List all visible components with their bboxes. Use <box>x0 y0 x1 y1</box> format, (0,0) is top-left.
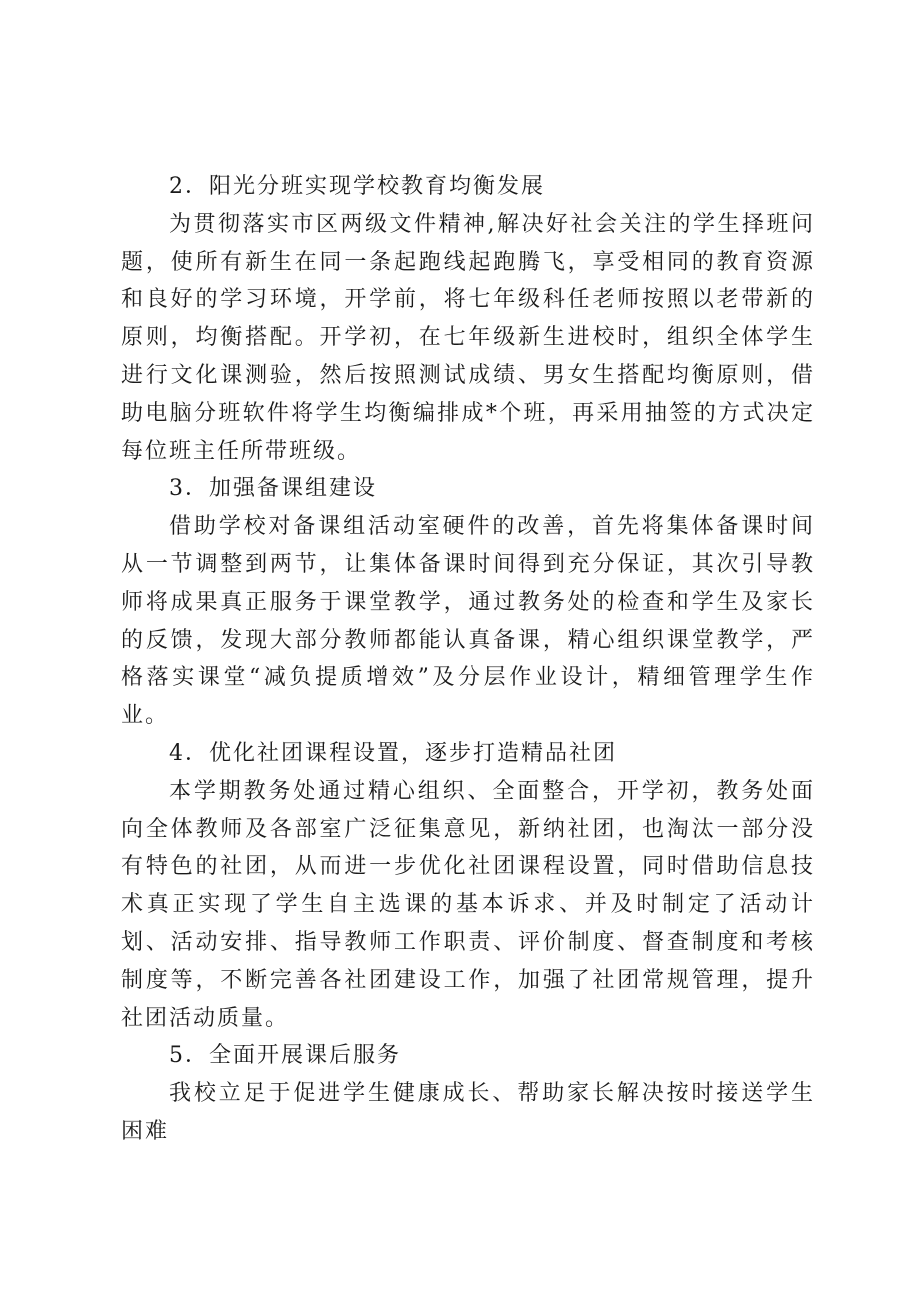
section-heading: 2．阳光分班实现学校教育均衡发展 <box>169 174 545 199</box>
section-heading: 3．加强备课组建设 <box>169 476 377 502</box>
document-body <box>121 168 815 1151</box>
section-heading: 4．优化社团课程设置，逐步打造精品社团 <box>169 740 617 766</box>
section-paragraph: 我校立足于促进学生健康成长、帮助家长解决按时接送学生困难 <box>121 1081 815 1144</box>
section-paragraph: 本学期教务处通过精心组织、全面整合，开学初，教务处面向全体教师及各部室广泛征集意见，新纳社团，也淘汰一部分没有特色的社团，从而进一步优化社团课程设置，同时借助信息技术真正实现了学生自主选课的基本诉求、并及时制定了活动计划、活动安排、指导教师工作职责、评价制度、督查制度和考核制度等，不断完善各社团建设工作，加强了社团常规管理，提升社团活动质量。 <box>121 778 815 1031</box>
section-paragraph: 为贯彻落实市区两级文件精神,解决好社会关注的学生择班问题，使所有新生在同一条起跑线起跑腾飞，享受相同的教育资源和良好的学习环境，开学前，将七年级科任老师按照以老带新的原则，均衡搭配。开学初，在七年级新生进校时，组织全体学生进行文化课测验，然后按照测试成绩、男女生搭配均衡原则，借助电脑分班软件将学生均衡编排成*个班，再采用抽签的方式决定每位班主任所带班级。 <box>121 211 815 464</box>
section-heading: 5．全面开展课后服务 <box>169 1043 401 1069</box>
section-paragraph: 借助学校对备课组活动室硬件的改善，首先将集体备课时间从一节调整到两节，让集体备课时间得到充分保证，其次引导教师将成果真正服务于课堂教学，通过教务处的检查和学生及家长的反馈，发现大部分教师都能认真备课，精心组织课堂教学，严格落实课堂“减负提质增效”及分层作业设计，精细管理学生作业。 <box>121 514 815 729</box>
